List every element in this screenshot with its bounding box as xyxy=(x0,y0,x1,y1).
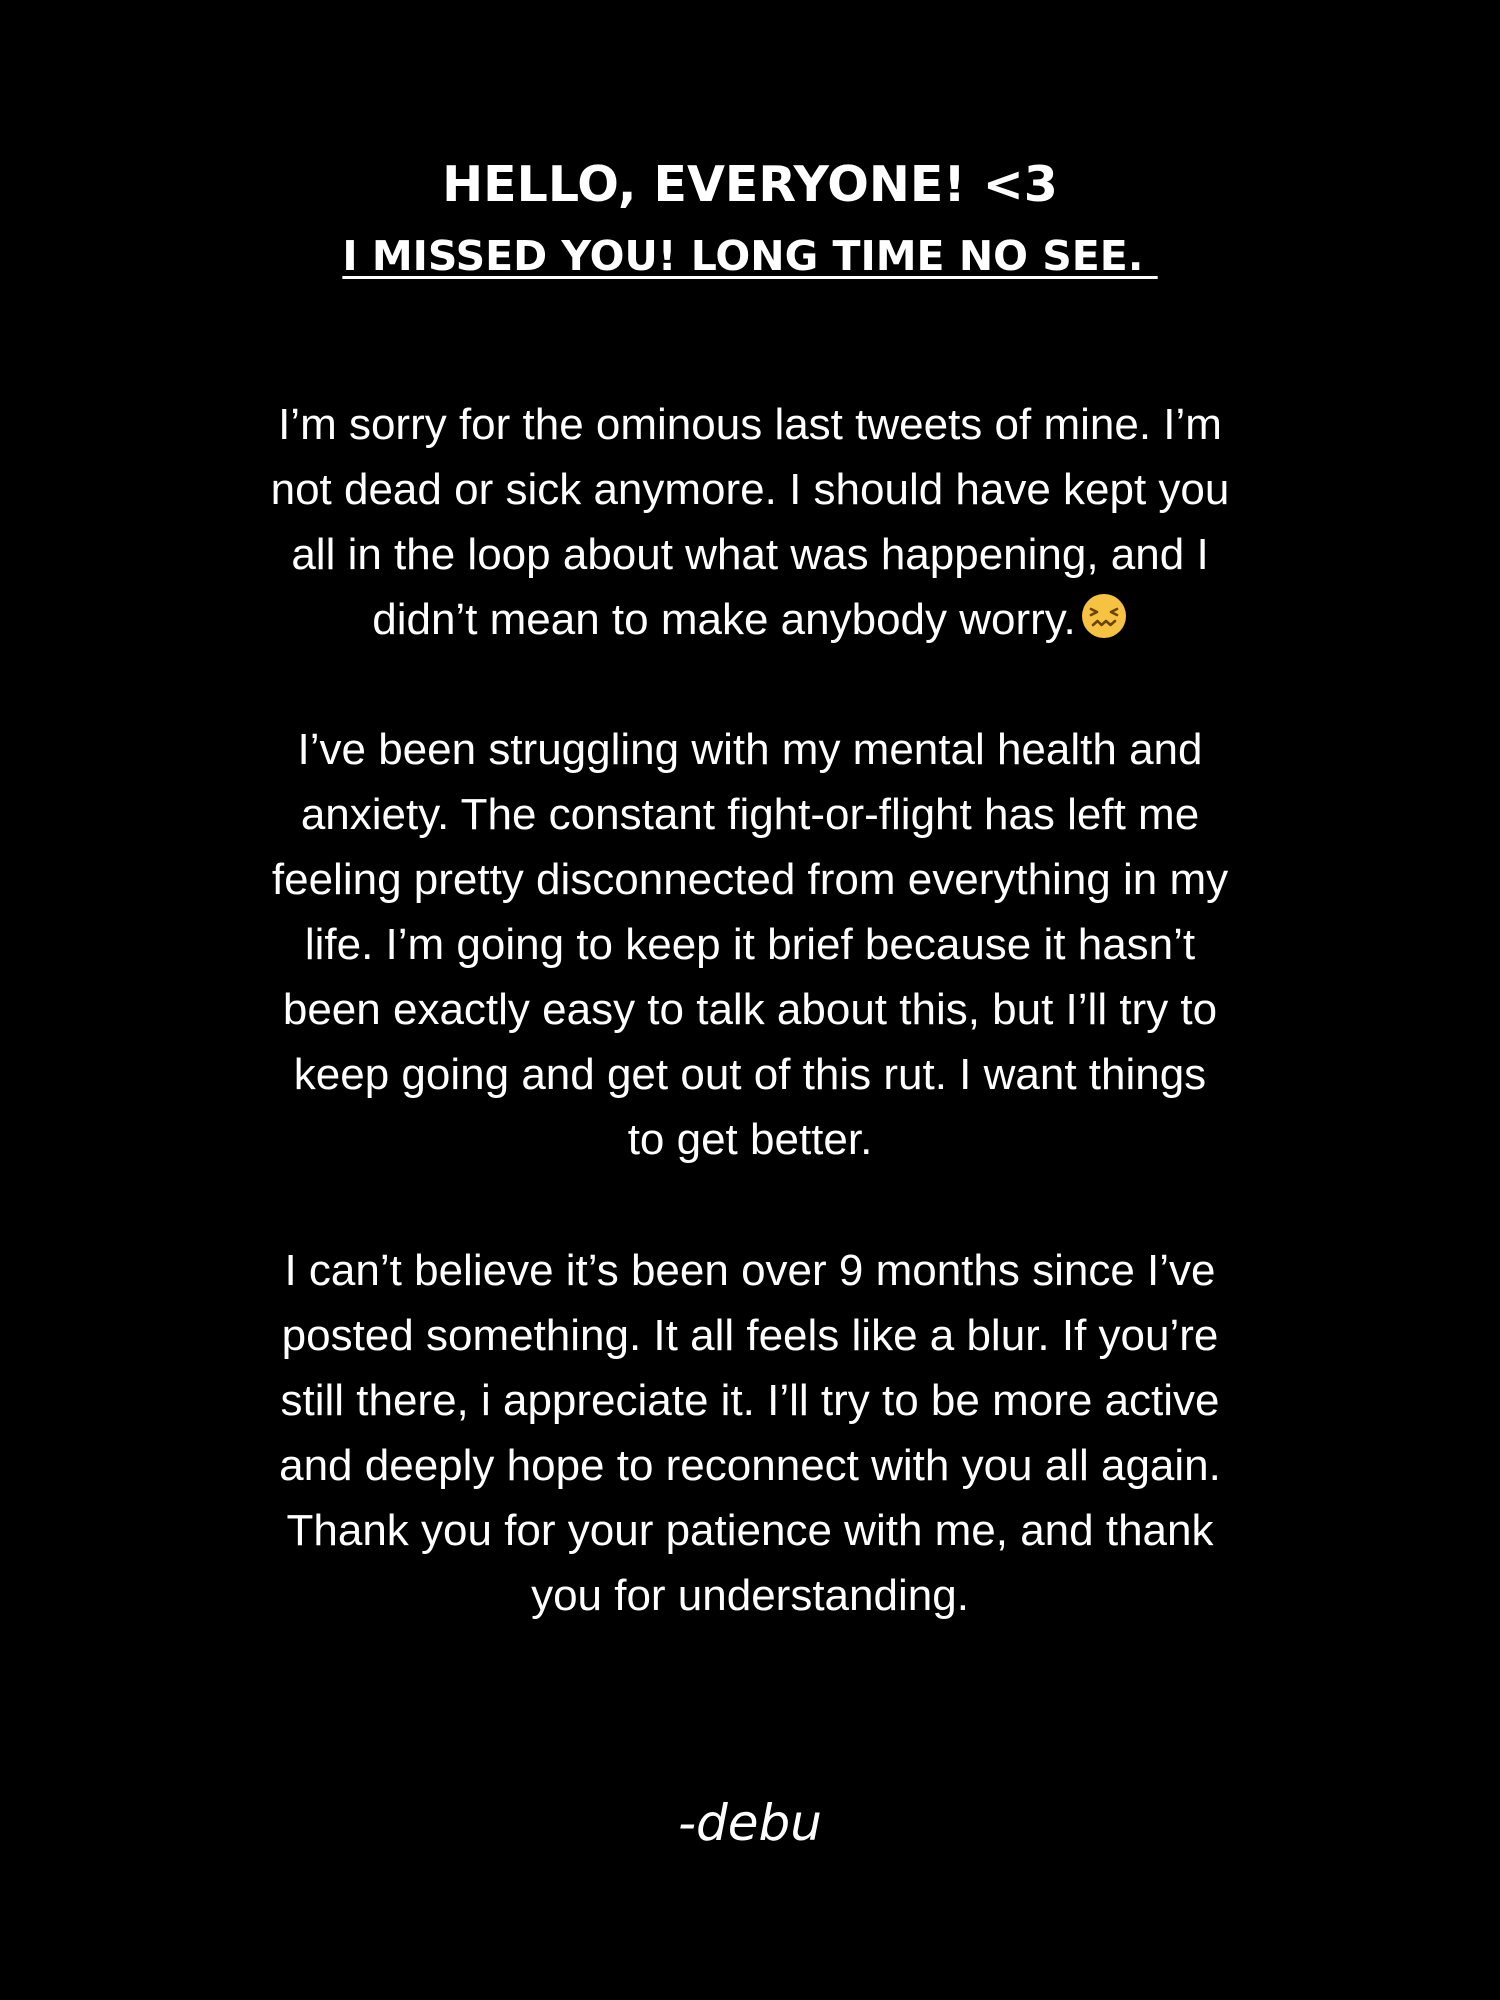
paragraph-line: keep going and get out of this rut. I want things xyxy=(293,1050,1207,1099)
paragraph-line-last xyxy=(225,587,1275,652)
paragraph-thanks xyxy=(225,1238,1275,1628)
page-subtitle xyxy=(0,226,1500,286)
confounded-face-emoji-icon xyxy=(1080,592,1128,640)
paragraph-line: all in the loop about what was happening, and I xyxy=(291,530,1209,579)
paragraph-line: feeling pretty disconnected from everything in my xyxy=(271,855,1229,904)
signature: -debu xyxy=(678,1794,822,1852)
paragraph-line: you for understanding. xyxy=(531,1571,969,1620)
paragraph-line: not dead or sick anymore. I should have kept you xyxy=(270,465,1230,514)
paragraph-line: to get better. xyxy=(627,1115,873,1164)
paragraph-line: anxiety. The constant fight-or-flight has left me xyxy=(300,790,1200,839)
paragraph-line: and deeply hope to reconnect with you all again. xyxy=(279,1441,1221,1490)
page-title: HELLO, EVERYONE! <3 xyxy=(442,156,1058,213)
paragraph-line: Thank you for your patience with me, and thank xyxy=(286,1506,1214,1555)
paragraph-line: I can’t believe it’s been over 9 months since I’ve xyxy=(284,1246,1216,1295)
paragraph-line: life. I’m going to keep it brief because it hasn’t xyxy=(304,920,1196,969)
paragraph-line: posted something. It all feels like a blur. If you’re xyxy=(281,1311,1219,1360)
subtitle-text: I MISSED YOU! LONG TIME NO SEE. xyxy=(342,232,1158,280)
paragraph-line: I’m sorry for the ominous last tweets of mine. I’m xyxy=(278,400,1222,449)
paragraph-apology xyxy=(225,392,1275,652)
paragraph-line: been exactly easy to talk about this, but I’ll try to xyxy=(282,985,1218,1034)
paragraph-line-text: didn’t mean to make anybody worry. xyxy=(372,595,1076,644)
paragraph-struggle xyxy=(225,717,1275,1172)
paragraph-line: still there, i appreciate it. I’ll try to be more active xyxy=(280,1376,1220,1425)
paragraph-line: I’ve been struggling with my mental health and xyxy=(297,725,1203,774)
